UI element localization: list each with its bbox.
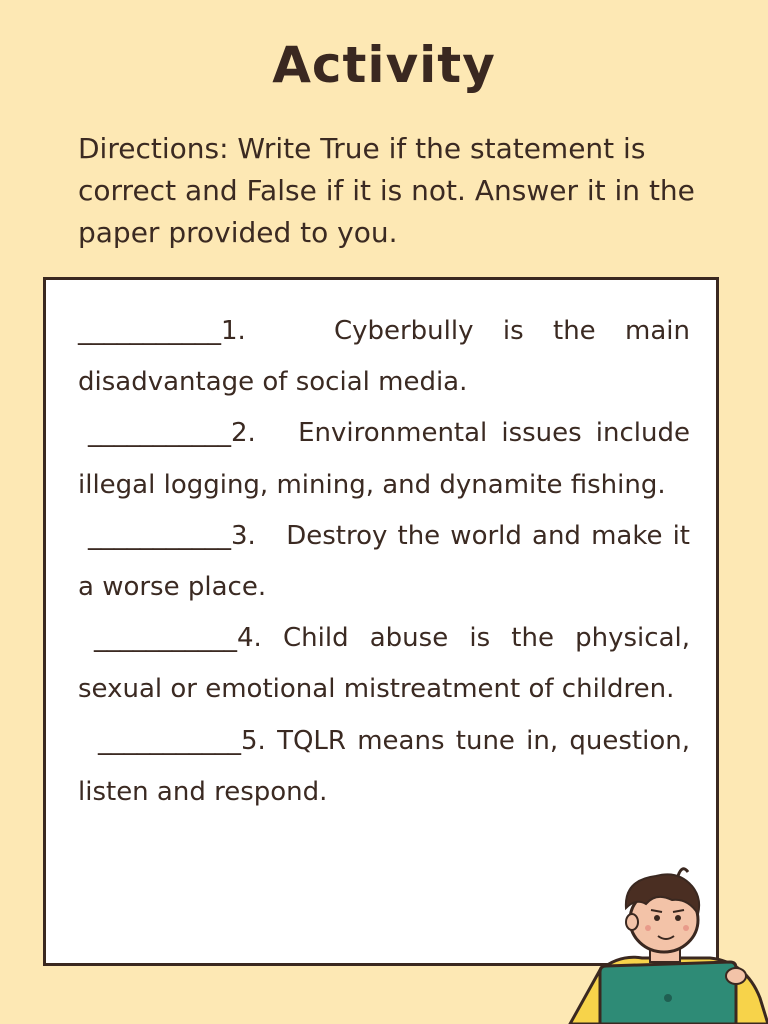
- item-text: Environmental issues include illegal logging, mining, and dynamite fishing.: [78, 418, 690, 500]
- answer-blank[interactable]: ___________: [78, 316, 221, 346]
- answer-blank[interactable]: ___________: [94, 623, 237, 654]
- boy-with-laptop-icon: [560, 858, 768, 1024]
- list-item: [78, 511, 690, 613]
- item-text: TQLR means tune in, question, listen and respond.: [78, 725, 690, 807]
- list-item: [78, 613, 690, 715]
- item-number: 1.: [221, 316, 246, 346]
- item-text: Child abuse is the physical, sexual or emotional mistreatment of children.: [78, 623, 690, 705]
- answer-blank[interactable]: ___________: [88, 418, 231, 449]
- list-item: [78, 408, 690, 510]
- answer-blank[interactable]: ___________: [98, 725, 241, 756]
- directions-text: Directions: Write True if the statement is correct and False if it is not. Answer it in the paper provided to you.: [78, 132, 695, 249]
- answer-blank[interactable]: ___________: [88, 520, 231, 551]
- list-item: [78, 716, 690, 818]
- item-number: 5.: [241, 725, 266, 756]
- question-list: [78, 306, 690, 818]
- list-item: [78, 306, 690, 408]
- item-text: Cyberbully is the main disadvantage of social media.: [78, 316, 690, 398]
- item-number: 3.: [231, 520, 256, 551]
- page-title: Activity: [272, 36, 496, 94]
- item-number: 4.: [237, 623, 262, 654]
- item-number: 2.: [231, 418, 256, 449]
- item-text: Destroy the world and make it a worse place.: [78, 520, 690, 603]
